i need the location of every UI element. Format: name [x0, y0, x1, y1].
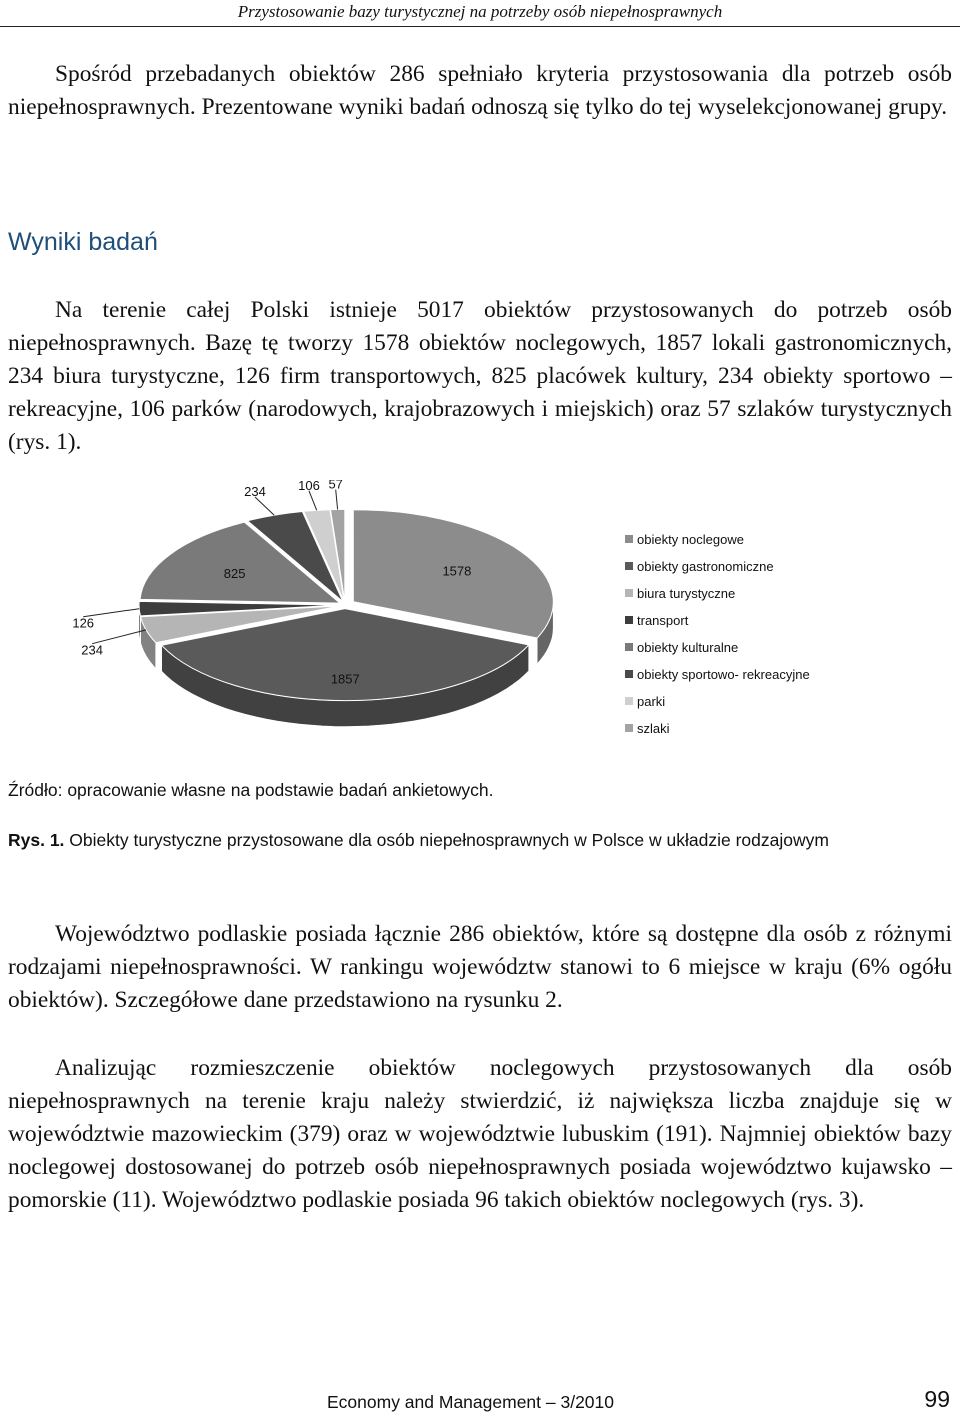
legend-swatch: [625, 670, 633, 678]
section-title: Wyniki badań: [8, 228, 158, 256]
data-label: 57: [328, 480, 343, 492]
figure-caption-text: Obiekty turystyczne przystosowane dla osób niepełnosprawnych w Polsce w układzie rodzajowym: [64, 830, 829, 850]
legend-label: biura turystyczne: [637, 586, 736, 601]
pie-layer: [139, 509, 553, 726]
journal-name: Economy and Management – 3/2010: [327, 1392, 614, 1412]
data-label: 106: [298, 480, 320, 493]
data-label: 1857: [330, 671, 360, 687]
data-label: 1578: [442, 563, 472, 579]
legend-label: obiekty noclegowe: [637, 532, 744, 547]
running-header: [0, 0, 960, 27]
figure-caption: [8, 824, 952, 857]
legend-swatch: [625, 697, 633, 705]
legend-label: obiekty sportowo- rekreacyjne: [637, 667, 810, 682]
intro-paragraph: Spośród przebadanych obiektów 286 spełniało kryteria przystosowania dla potrzeb osób niepełnosprawnych. Prezentowane wyniki badań odnoszą się tylko do tej wyselekcjonowanej grupy.: [8, 61, 952, 120]
data-label: 234: [81, 642, 103, 658]
legend-label: parki: [637, 694, 666, 709]
page-number: 99: [924, 1386, 950, 1412]
legend-swatch: [625, 643, 633, 651]
figure-caption-label: Rys. 1.: [8, 830, 65, 850]
legend-swatch: [625, 562, 633, 570]
legend: [625, 532, 810, 736]
results-paragraph: Na terenie całej Polski istnieje 5017 obiektów przystosowanych do potrzeb osób niepełnosprawnych. Bazę tę tworzy 1578 obiektów noclegowych, 1857 lokali gastronomicznych, 234 biura turystyczne, 126 firm transportowych, 825 placówek kultury, 234 obiekty sportowo – rekreacyjne, 106 parków (narodowych, krajobrazowych i miejskich) oraz 57 szlaków turystycznych (rys. 1).: [8, 297, 952, 455]
legend-swatch: [625, 589, 633, 597]
body-paragraph-2: Analizując rozmieszczenie obiektów noclegowych przystosowanych dla osób niepełnosprawnych na terenie kraju należy stwierdzić, iż największa liczba znajduje się w województwie mazowieckim (379) oraz w województwie lubuskim (191). Najmniej obiektów bazy noclegowej dostosowanej do potrzeb osób niepełnosprawnych posiada województwo kujawsko – pomorskie (11). Województwo podlaskie posiada 96 takich obiektów noclegowych (rys. 3).: [8, 1055, 952, 1213]
data-label: 126: [72, 615, 95, 631]
data-label-leader: [309, 491, 317, 511]
body-paragraph-1: Województwo podlaskie posiada łącznie 286 obiektów, które są dostępne dla osób z różnymi rodzajami niepełnosprawności. W rankingu województw stanowi to 6 miejsce w kraju (6% ogółu obiektów). Szczegółowe dane przedstawiono na rysunku 2.: [8, 921, 952, 1013]
legend-label: obiekty kulturalne: [637, 640, 739, 655]
figure-source: Źródło: opracowanie własne na podstawie badań ankietowych.: [8, 780, 494, 800]
legend-swatch: [625, 724, 633, 732]
pie-chart: [0, 480, 960, 760]
legend-label: obiekty gastronomiczne: [637, 559, 774, 574]
running-title: Przystosowanie bazy turystycznej na potrzeby osób niepełnosprawnych: [237, 2, 723, 21]
data-label-leader: [255, 497, 274, 515]
data-label: 234: [244, 484, 266, 499]
page-footer: [0, 1386, 960, 1418]
legend-label: szlaki: [637, 721, 670, 736]
data-label-leader: [92, 630, 146, 644]
legend-swatch: [625, 616, 633, 624]
legend-label: transport: [637, 613, 689, 628]
data-label-leader: [336, 490, 338, 510]
legend-swatch: [625, 535, 633, 543]
data-label: 825: [223, 565, 246, 581]
